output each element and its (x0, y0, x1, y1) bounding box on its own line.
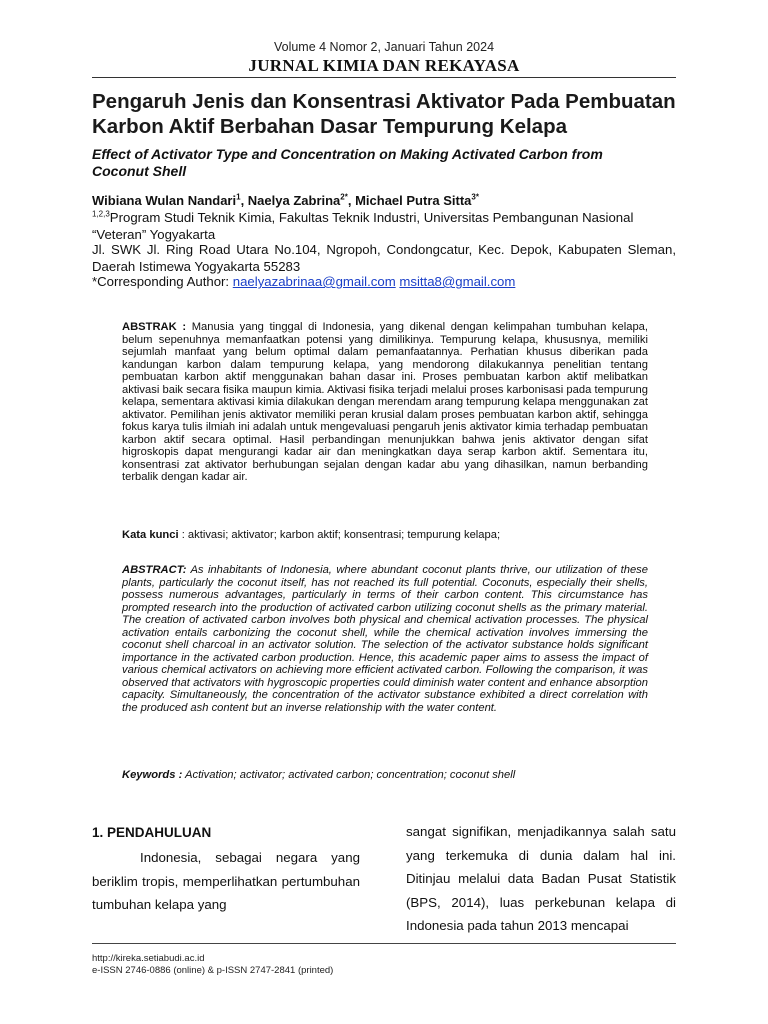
affiliation-line-2: “Veteran” Yogyakarta (92, 227, 216, 242)
affiliation-line-1: Program Studi Teknik Kimia, Fakultas Teknik Industri, Universitas Pembangunan Nasional (109, 210, 634, 225)
body-right-column: sangat signifikan, menjadikannya salah satu yang terkemuka di dunia dalam hal ini. Ditinjau melalui data Badan Pusat Statistik (BPS, 2014), luas perkebunan kelapa di Indonesia pada tahun 2013 mencapai (406, 824, 676, 933)
affiliation-address: Jl. SWK Jl. Ring Road Utara No.104, Ngropoh, Condongcatur, Kec. Depok, Kabupaten Sleman, Daerah Istimewa Yogyakarta 55283 (92, 242, 676, 274)
abstrak-paragraph (122, 321, 648, 484)
keywords-text: Activation; activator; activated carbon; concentration; coconut shell (185, 769, 516, 781)
paper-title-line-2: Karbon Aktif Berbahan Dasar Tempurung Kelapa (92, 115, 568, 138)
email-link[interactable]: naelyazabrinaa@gmail.com (232, 274, 396, 289)
corresponding-label: *Corresponding Author: (92, 274, 230, 289)
english-title-line-2: Coconut Shell (92, 163, 187, 179)
footer-divider (92, 943, 676, 944)
author-list: Wibiana Wulan Nandari$^1$, Naelya Zabrina$^{2*}$, Michael Putra Sitta$^{3*}$ (92, 192, 479, 208)
volume-info: Volume 4 Nomor 2, Januari Tahun 2024 (273, 40, 495, 54)
paper-english-title (92, 146, 692, 180)
paper-title (92, 89, 692, 139)
corresponding-author (92, 273, 676, 290)
affiliation-mark: 1,2,3 (92, 209, 110, 219)
email-link[interactable]: msitta8@gmail.com (399, 274, 516, 289)
keywords (122, 769, 648, 781)
abstract-text: As inhabitants of Indonesia, where abundant coconut plants thrive, our utilization of these plants, particularly the coconut itself, has not reached its full potential. Coconuts, especially their shells, possess numerous advantages, particularly in terms of their carbon content. This circumstance has prompted research into the production of activated carbon utilizing coconut shells as the primary material. The creation of activated carbon involves both physical and chemical activation processes. The physical activation entails carbonizing the coconut shell, while the chemical activation involves immersing the coconut shell charcoal in an activator solution. The selection of the activator substance holds significant importance in the activated carbon production. Hence, this academic paper aims to assess the impact of various chemical activators on achieving more efficient activated carbon. Following the comparison, it was observed that activators with hygroscopic properties could diminish water content and enhance absorption capacity. Simultaneously, the concentration of the activator substance exhibited a direct correlation with the produced ash content but an inverse relationship with the water content. (122, 564, 648, 714)
author-name: Naelya Zabrina (247, 193, 341, 208)
abstract-label: ABSTRACT: (122, 564, 187, 576)
author-name: Wibiana Wulan Nandari (92, 193, 237, 208)
kata-kunci-text: : aktivasi; aktivator; karbon aktif; konsentrasi; tempurung kelapa; (181, 529, 501, 541)
author-affiliation-mark: 3* (471, 192, 479, 202)
footer-url[interactable]: http://kireka.setiabudi.ac.id (92, 953, 205, 964)
affiliation (92, 209, 676, 226)
keywords-label: Keywords : (122, 769, 183, 781)
abstract-paragraph (122, 564, 648, 714)
abstrak-label: ABSTRAK : (122, 321, 187, 333)
kata-kunci-label: Kata kunci (122, 529, 179, 541)
author-name: Michael Putra Sitta (355, 193, 472, 208)
abstrak-text: Manusia yang tinggal di Indonesia, yang dikenal dengan kelimpahan tumbuhan kelapa, belum sepenuhnya memanfaatkan potensi yang dimilikinya. Tempurung kelapa, khususnya, memiliki sejumlah manfaat yang belum optimal dalam pemanfaatannya. Perhatian khusus diberikan pada kandungan karbon dalam tempurung kelapa, yang mendorong dilakukannya penelitian tentang pembuatan karbon aktif menggunakan bahan dasar ini. Proses pembuatan karbon aktif melibatkan aktivasi baik secara fisika maupun kimia. Aktivasi fisika terjadi melalui proses karbonisasi pada tempurung kelapa, sementara aktivasi kimia dilakukan dengan merendam arang tempurung kelapa menggunakan zat aktivator. Pemilihan jenis aktivator memiliki peran krusial dalam proses pembuatan karbon aktif, sehingga fokus karya tulis ilmiah ini adalah untuk mengevaluasi pengaruh jenis aktivator kimia terhadap pembuatan karbon aktif secara optimal. Hasil perbandingan menunjukkan bahwa jenis aktivator dengan sifat higroskopis dapat mengurangi kadar air dan meningkatkan daya serap karbon aktif. Sementara itu, konsentrasi zat aktivator berhubungan sejalan dengan kadar abu yang dihasilkan, namun berbanding terbalik dengan kadar air. (122, 321, 649, 483)
author-affiliation-mark: 1 (236, 192, 241, 202)
journal-name: JURNAL KIMIA DAN REKAYASA (248, 56, 520, 75)
kata-kunci (122, 529, 648, 541)
body-left-column: Indonesia, sebagai negara yang beriklim tropis, memperlihatkan pertumbuhan tumbuhan kelapa yang (92, 850, 360, 912)
header-divider (92, 77, 676, 78)
paper-title-line-1: Pengaruh Jenis dan Konsentrasi Aktivator Pada Pembuatan (92, 90, 676, 113)
footer-issn: e-ISSN 2746-0886 (online) & p-ISSN 2747-2841 (printed) (92, 965, 334, 976)
english-title-line-1: Effect of Activator Type and Concentration on Making Activated Carbon from (92, 146, 603, 162)
section-heading: 1. PENDAHULUAN (92, 825, 212, 840)
author-affiliation-mark: 2* (340, 192, 348, 202)
